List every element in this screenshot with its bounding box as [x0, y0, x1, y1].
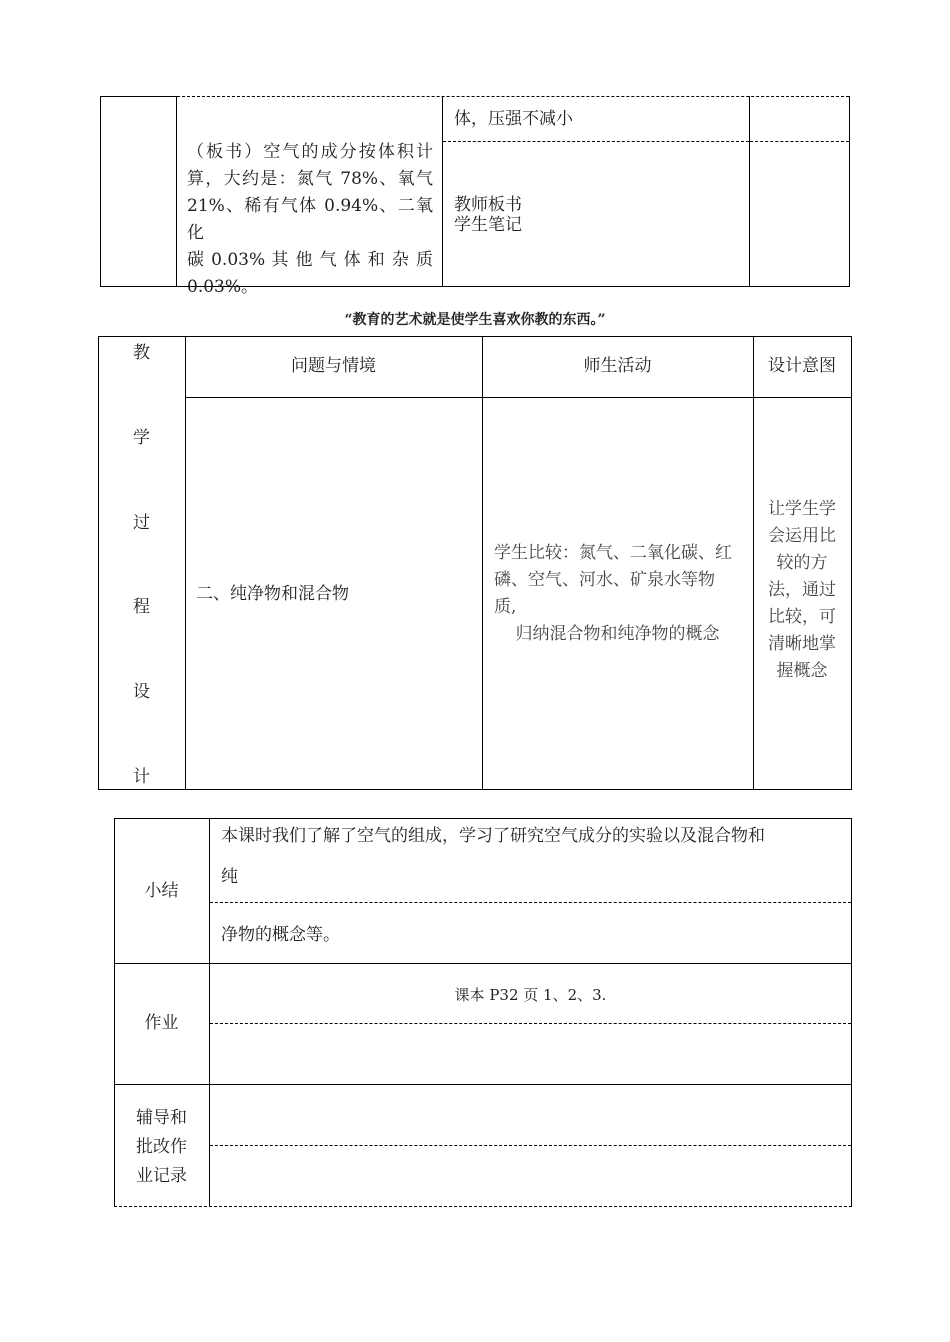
- record-label-line: 批改作: [136, 1137, 187, 1157]
- summary-label: 小结: [144, 881, 179, 901]
- activity-line: 归纳混合物和纯净物的概念: [515, 624, 720, 644]
- quote: “教育的艺术就是使学生喜欢你教的东西。”: [344, 312, 606, 328]
- activity-line: 学生比较：氮气、二氧化碳、红: [494, 543, 732, 563]
- summary-text-line: 本课时我们了解了空气的组成，学习了研究空气成分的实验以及混合物和: [221, 826, 765, 846]
- intent-block: [753, 496, 851, 685]
- board-line: （板书）空气的成分按体积计: [187, 142, 433, 162]
- summary-text-line: 纯: [221, 867, 238, 887]
- record-label-line: 辅导和: [136, 1108, 187, 1128]
- activity-line: 质,: [494, 597, 517, 617]
- side-char: 程: [133, 597, 150, 617]
- side-char: 教: [133, 343, 150, 363]
- activity-block: [482, 540, 753, 648]
- activity-line: 学生笔记: [454, 215, 522, 235]
- homework-text: 课本 P32 页 1、2、3.: [454, 986, 607, 1004]
- intent-line: 握概念: [776, 661, 828, 681]
- side-char: 计: [133, 767, 150, 787]
- activity-line: 磷、空气、河水、矿泉水等物: [494, 570, 715, 590]
- board-line: 碳 0.03% 其 他 气 体 和 杂 质: [187, 250, 433, 270]
- board-line: 21%、稀有气体 0.94%、二氧化: [187, 196, 433, 243]
- question-text: 二、纯净物和混合物: [196, 584, 349, 604]
- intent-line: 比较，可: [768, 607, 836, 627]
- board-line: 算，大约是：氮气 78%、氧气: [187, 169, 433, 189]
- intent-line: 清晰地掌: [768, 634, 836, 654]
- summary-text-line: 净物的概念等。: [221, 925, 340, 945]
- activity-line: 教师板书: [454, 195, 522, 215]
- intent-line: 会运用比: [768, 526, 836, 546]
- side-char: 学: [133, 428, 150, 448]
- homework-label: 作业: [144, 1013, 179, 1033]
- intent-line: 让学生学: [768, 499, 836, 519]
- record-label-line: 业记录: [136, 1166, 187, 1186]
- header-intent: 设计意图: [768, 356, 836, 376]
- header-question: 问题与情境: [291, 356, 376, 376]
- header-activity: 师生活动: [583, 356, 652, 376]
- side-char: 设: [133, 682, 150, 702]
- side-char: 过: [133, 513, 150, 533]
- board-text: [187, 139, 433, 301]
- record-label: [114, 1104, 209, 1191]
- activity-text: [454, 195, 522, 235]
- board-line: 0.03%。: [187, 277, 259, 297]
- intent-line: 较的方: [776, 553, 828, 573]
- row1-right-text: 体，压强不减小: [454, 109, 573, 129]
- intent-line: 法，通过: [768, 580, 836, 600]
